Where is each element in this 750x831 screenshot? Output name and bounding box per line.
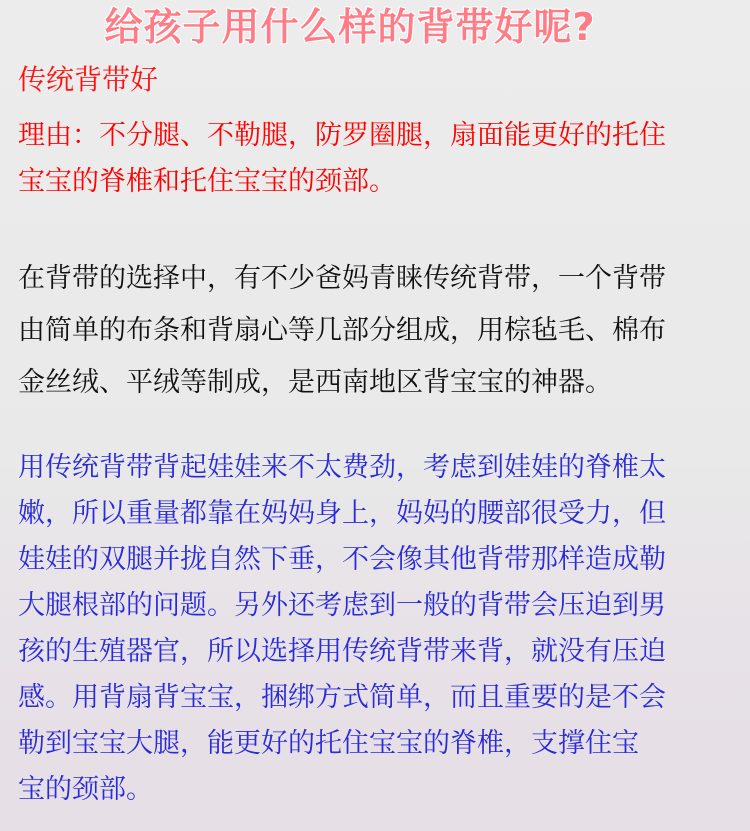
detail-line: 感。用背扇背宝宝，捆绑方式简单，而且重要的是不会 xyxy=(18,682,666,713)
headline-banner: 给孩子用什么样的背带好呢? xyxy=(104,5,596,49)
detail-line: 娃娃的双腿并拢自然下垂，不会像其他背带那样造成勒 xyxy=(18,544,666,575)
detail-line: 孩的生殖器官，所以选择用传统背带来背，就没有压迫 xyxy=(18,636,666,667)
intro-paragraph xyxy=(18,253,738,409)
detail-line: 嫩，所以重量都靠在妈妈身上，妈妈的腰部很受力，但 xyxy=(18,498,666,529)
detail-line: 勒到宝宝大腿，能更好的托住宝宝的脊椎，支撑住宝 xyxy=(18,728,639,759)
detail-line: 大腿根部的问题。另外还考虑到一般的背带会压迫到男 xyxy=(18,590,666,621)
reason-line: 宝宝的脊椎和托住宝宝的颈部。 xyxy=(18,166,396,197)
reason-line: 理由：不分腿、不勒腿，防罗圈腿，扇面能更好的托住 xyxy=(18,120,666,151)
subtitle: 传统背带好 xyxy=(18,63,159,96)
detail-paragraph xyxy=(18,445,738,813)
intro-line: 金丝绒、平绒等制成，是西南地区背宝宝的神器。 xyxy=(18,367,612,398)
detail-line: 用传统背带背起娃娃来不太费劲，考虑到娃娃的脊椎太 xyxy=(18,452,666,483)
intro-line: 在背带的选择中，有不少爸妈青睐传统背带，一个背带 xyxy=(18,263,666,294)
intro-line: 由简单的布条和背扇心等几部分组成，用棕毡毛、棉布 xyxy=(18,315,666,346)
detail-line: 宝的颈部。 xyxy=(18,774,153,805)
reason-paragraph xyxy=(18,113,738,205)
